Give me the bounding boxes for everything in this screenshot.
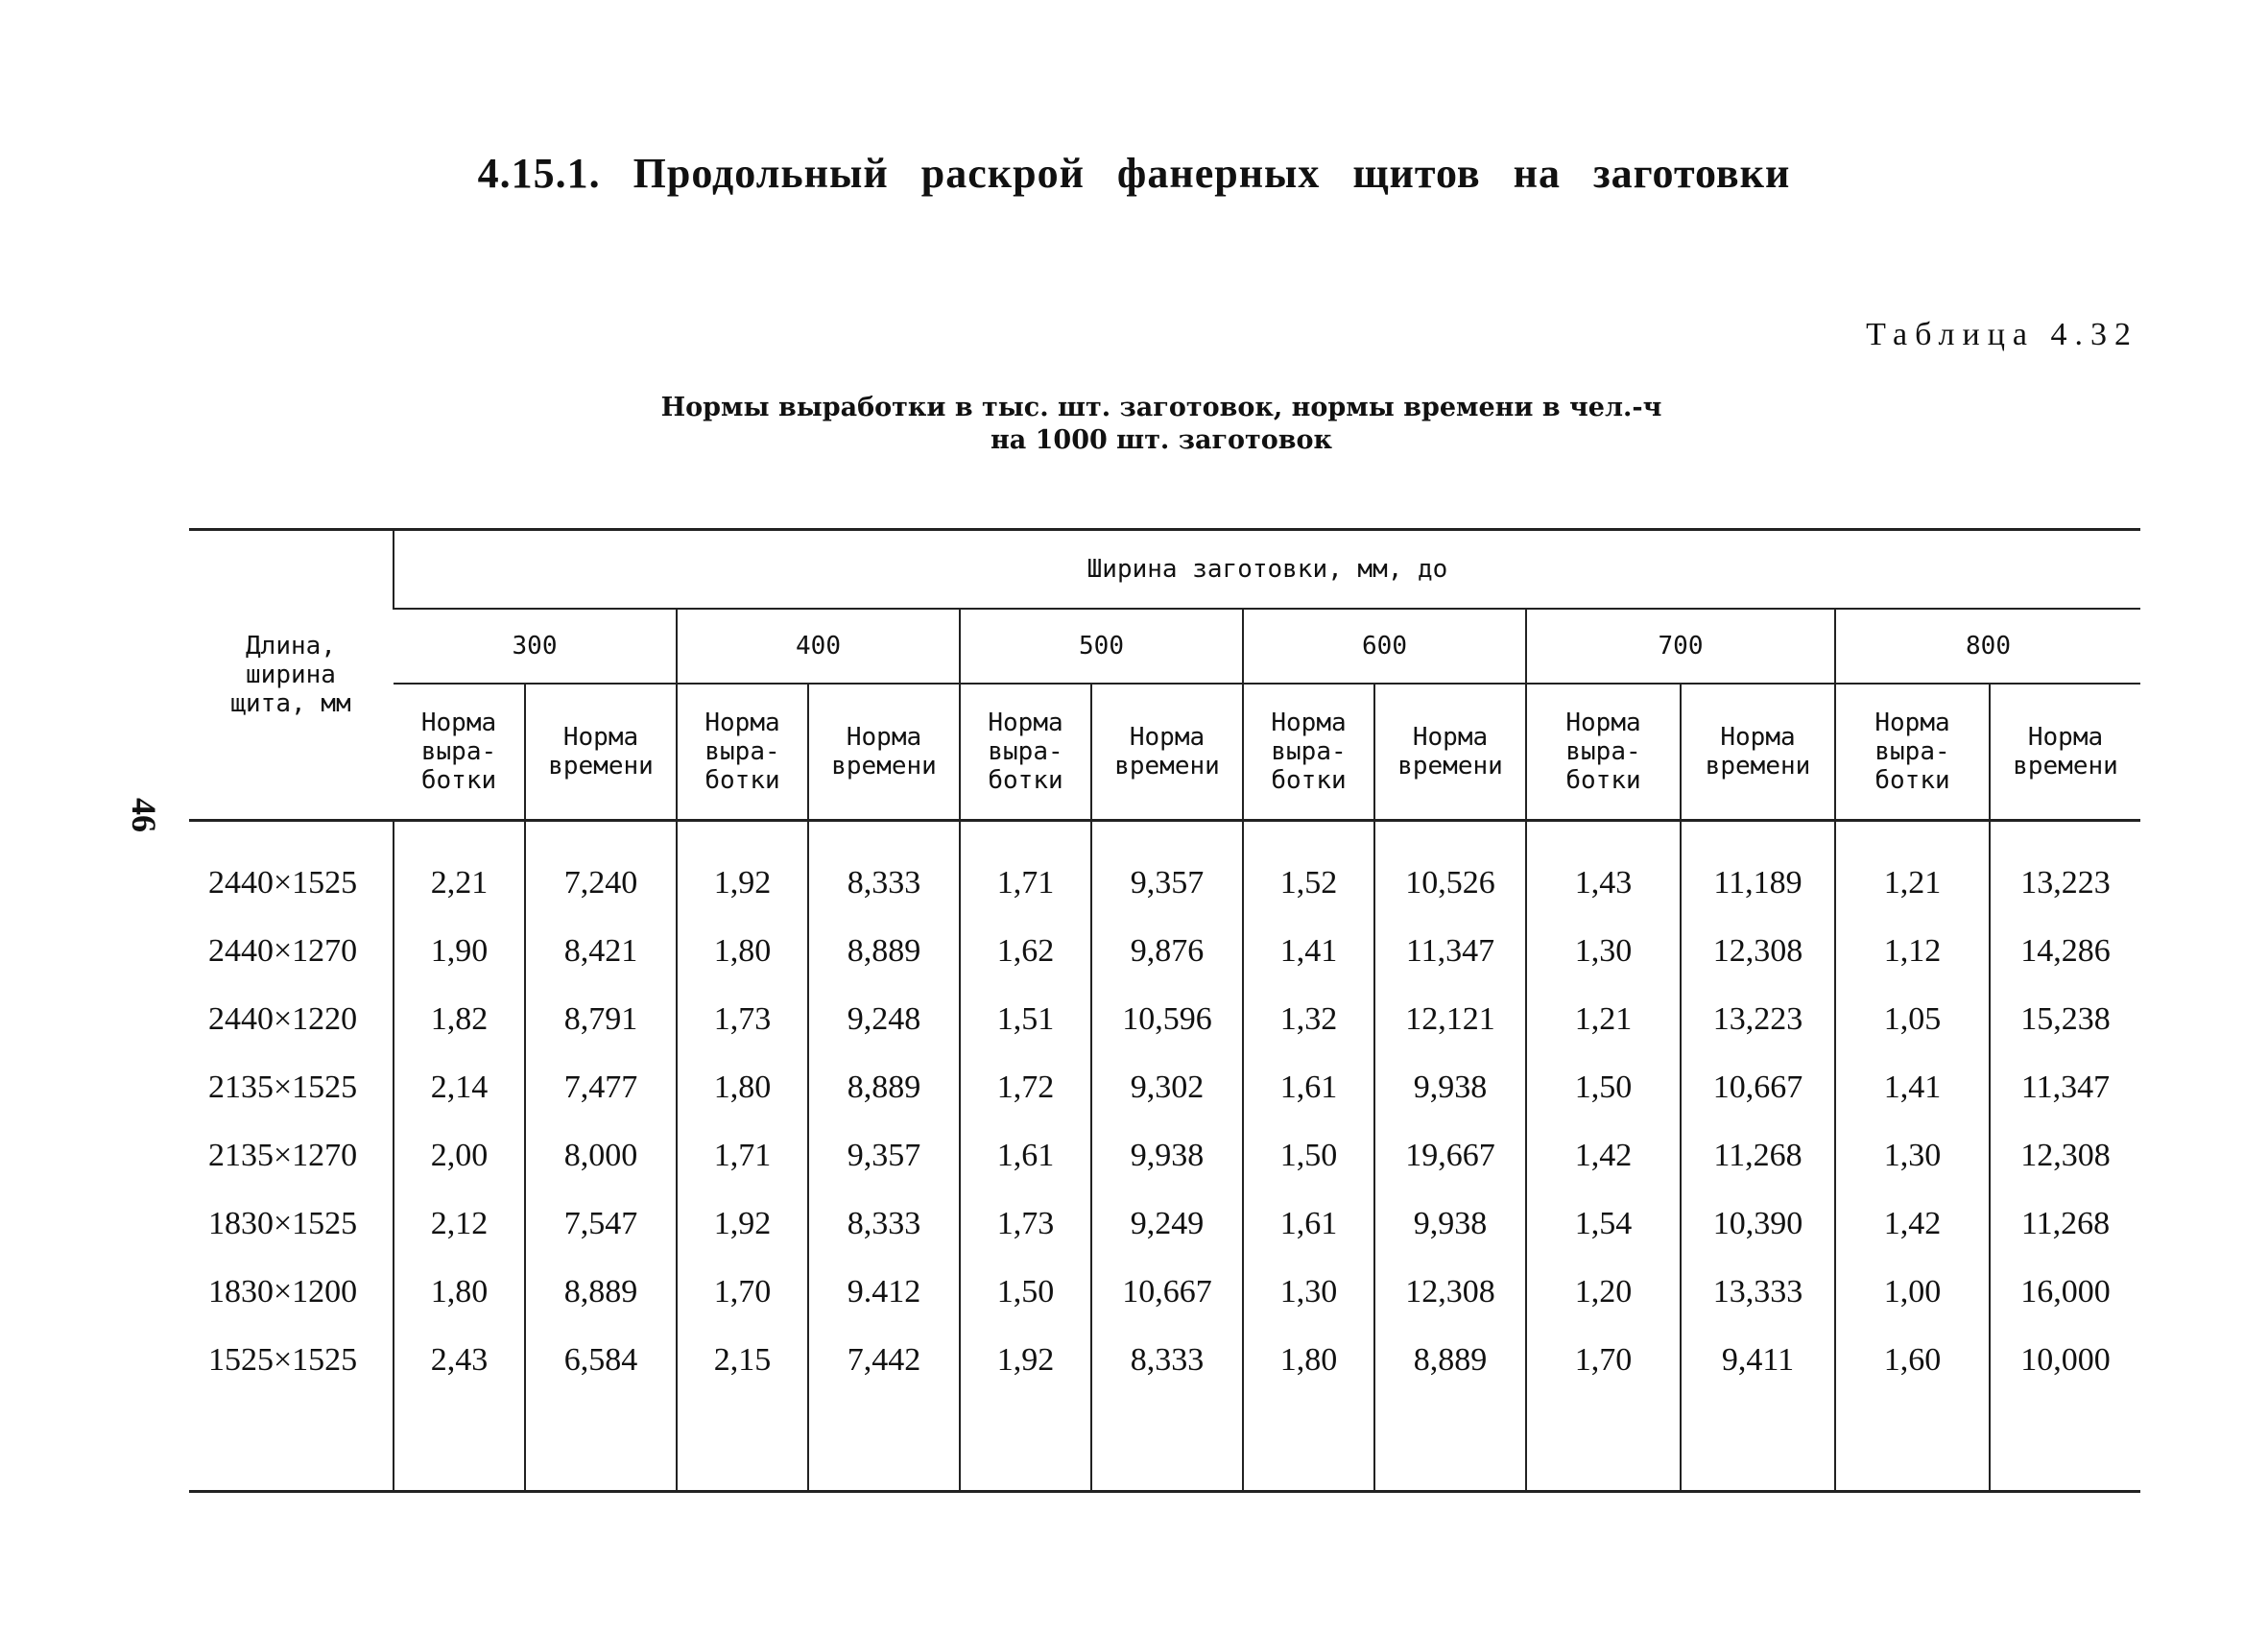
time-norm-cell: 9,876 [1091, 917, 1243, 985]
output-norm-cell: 1,41 [1243, 917, 1374, 985]
output-norm-cell: 2,43 [394, 1326, 525, 1394]
time-norm-cell: 9,302 [1091, 1053, 1243, 1121]
stub-header: Длина, ширина щита, мм [189, 530, 394, 821]
panel-size-cell: 1830×1200 [208, 1273, 358, 1310]
panel-size-cell: 2440×1525 [208, 864, 358, 901]
output-norm-cell: 1,92 [677, 821, 808, 918]
empty-cell [394, 1394, 525, 1492]
time-norm-cell: 12,308 [1374, 1258, 1526, 1326]
output-norm-cell: 1,50 [960, 1258, 1091, 1326]
time-norm-cell: 6,584 [525, 1326, 677, 1394]
time-norm-cell: 8,333 [808, 1189, 960, 1258]
output-norm-cell: 1,73 [677, 985, 808, 1053]
time-norm-cell: 13,223 [1990, 821, 2140, 918]
empty-cell [1835, 1394, 1990, 1492]
empty-cell [1681, 1394, 1835, 1492]
table-row [189, 1053, 2140, 1121]
empty-cell [189, 1394, 394, 1492]
output-norm-cell: 1,50 [1526, 1053, 1681, 1121]
output-norm-cell: 1,71 [677, 1121, 808, 1189]
output-norm-cell: 1,54 [1526, 1189, 1681, 1258]
output-norm-cell: 1,12 [1835, 917, 1990, 985]
sub-header-output: Норма выра- ботки [677, 684, 808, 821]
width-header-600: 600 [1243, 609, 1526, 684]
output-norm-cell: 1,21 [1526, 985, 1681, 1053]
time-norm-cell: 11,268 [1681, 1121, 1835, 1189]
time-norm-cell: 9,357 [1091, 821, 1243, 918]
time-norm-cell: 9,249 [1091, 1189, 1243, 1258]
time-norm-cell: 9,248 [808, 985, 960, 1053]
output-norm-cell: 2,21 [394, 821, 525, 918]
page-number: 46 [125, 798, 163, 832]
time-norm-cell: 9,357 [808, 1121, 960, 1189]
table-row [189, 821, 2140, 918]
width-header-400: 400 [677, 609, 960, 684]
table-number: Таблица 4.32 [1866, 317, 2138, 352]
sub-header-time: Норма времени [1374, 684, 1526, 821]
panel-size-cell: 2440×1220 [208, 1000, 358, 1037]
output-norm-cell: 1,42 [1835, 1189, 1990, 1258]
time-norm-cell: 8,421 [525, 917, 677, 985]
output-norm-cell: 1,30 [1835, 1121, 1990, 1189]
output-norm-cell: 1,30 [1526, 917, 1681, 985]
time-norm-cell: 10,000 [1990, 1326, 2140, 1394]
time-norm-cell: 14,286 [1990, 917, 2140, 985]
output-norm-cell: 1,00 [1835, 1258, 1990, 1326]
width-header-800: 800 [1835, 609, 2140, 684]
time-norm-cell: 19,667 [1374, 1121, 1526, 1189]
table-row [189, 985, 2140, 1053]
empty-cell [677, 1394, 808, 1492]
output-norm-cell: 1,41 [1835, 1053, 1990, 1121]
time-norm-cell: 11,347 [1990, 1053, 2140, 1121]
table-row [189, 1326, 2140, 1394]
width-header-500: 500 [960, 609, 1243, 684]
time-norm-cell: 12,308 [1681, 917, 1835, 985]
output-norm-cell: 1,92 [960, 1326, 1091, 1394]
time-norm-cell: 8,333 [1091, 1326, 1243, 1394]
output-norm-cell: 1,20 [1526, 1258, 1681, 1326]
output-norm-cell: 1,70 [677, 1258, 808, 1326]
time-norm-cell: 8,333 [808, 821, 960, 918]
output-norm-cell: 1,72 [960, 1053, 1091, 1121]
section-title: 4.15.1. Продольный раскрой фанерных щитов на заготовки [477, 150, 1791, 197]
output-norm-cell: 2,14 [394, 1053, 525, 1121]
time-norm-cell: 7,442 [808, 1326, 960, 1394]
empty-cell [1243, 1394, 1374, 1492]
time-norm-cell: 8,791 [525, 985, 677, 1053]
output-norm-cell: 1,60 [1835, 1326, 1990, 1394]
table-row [189, 1121, 2140, 1189]
output-norm-cell: 1,80 [394, 1258, 525, 1326]
output-norm-cell: 1,61 [1243, 1189, 1374, 1258]
time-norm-cell: 15,238 [1990, 985, 2140, 1053]
panel-size-cell: 2440×1270 [208, 932, 358, 969]
time-norm-cell: 9,938 [1091, 1121, 1243, 1189]
output-norm-cell: 1,61 [1243, 1053, 1374, 1121]
time-norm-cell: 16,000 [1990, 1258, 2140, 1326]
sub-header-output: Норма выра- ботки [1526, 684, 1681, 821]
empty-cell [525, 1394, 677, 1492]
time-norm-cell: 13,223 [1681, 985, 1835, 1053]
output-norm-cell: 2,15 [677, 1326, 808, 1394]
output-norm-cell: 1,32 [1243, 985, 1374, 1053]
time-norm-cell: 10,596 [1091, 985, 1243, 1053]
empty-cell [1526, 1394, 1681, 1492]
table-bottom-spacer [189, 1394, 2140, 1492]
table-caption: Нормы выработки в тыс. шт. заготовок, нормы времени в чел.-ч на 1000 шт. заготовок [660, 393, 1662, 455]
output-norm-cell: 1,80 [677, 1053, 808, 1121]
output-norm-cell: 1,92 [677, 1189, 808, 1258]
sub-header-time: Норма времени [1091, 684, 1243, 821]
output-norm-cell: 1,05 [1835, 985, 1990, 1053]
output-norm-cell: 2,12 [394, 1189, 525, 1258]
output-norm-cell: 1,21 [1835, 821, 1990, 918]
panel-size-cell: 1525×1525 [208, 1341, 358, 1378]
sub-header-output: Норма выра- ботки [1243, 684, 1374, 821]
sub-header-time: Норма времени [525, 684, 677, 821]
time-norm-cell: 9,411 [1681, 1326, 1835, 1394]
output-norm-cell: 1,90 [394, 917, 525, 985]
output-norm-cell: 1,50 [1243, 1121, 1374, 1189]
empty-cell [1374, 1394, 1526, 1492]
output-norm-cell: 1,42 [1526, 1121, 1681, 1189]
time-norm-cell: 9,938 [1374, 1053, 1526, 1121]
width-header: Ширина заготовки, мм, до [394, 530, 2140, 610]
panel-size-cell: 2135×1270 [208, 1137, 358, 1173]
width-header-300: 300 [394, 609, 677, 684]
sub-header-time: Норма времени [1681, 684, 1835, 821]
table-body [189, 821, 2140, 1492]
output-norm-cell: 1,80 [1243, 1326, 1374, 1394]
sub-header-output: Норма выра- ботки [1835, 684, 1990, 821]
output-norm-cell: 1,61 [960, 1121, 1091, 1189]
output-norm-cell: 1,62 [960, 917, 1091, 985]
panel-size-cell: 2135×1525 [208, 1069, 358, 1105]
time-norm-cell: 8,889 [525, 1258, 677, 1326]
output-norm-cell: 2,00 [394, 1121, 525, 1189]
sub-header-time: Норма времени [1990, 684, 2140, 821]
time-norm-cell: 13,333 [1681, 1258, 1835, 1326]
time-norm-cell: 7,477 [525, 1053, 677, 1121]
time-norm-cell: 8,889 [1374, 1326, 1526, 1394]
time-norm-cell: 12,121 [1374, 985, 1526, 1053]
table-row [189, 1189, 2140, 1258]
time-norm-cell: 8,889 [808, 917, 960, 985]
output-norm-cell: 1,82 [394, 985, 525, 1053]
output-norm-cell: 1,43 [1526, 821, 1681, 918]
time-norm-cell: 10,667 [1091, 1258, 1243, 1326]
norms-table [189, 528, 2140, 1493]
time-norm-cell: 7,547 [525, 1189, 677, 1258]
output-norm-cell: 1,51 [960, 985, 1091, 1053]
time-norm-cell: 9.412 [808, 1258, 960, 1326]
output-norm-cell: 1,73 [960, 1189, 1091, 1258]
width-header-row [189, 609, 2140, 684]
table-row [189, 1258, 2140, 1326]
time-norm-cell: 12,308 [1990, 1121, 2140, 1189]
output-norm-cell: 1,30 [1243, 1258, 1374, 1326]
output-norm-cell: 1,71 [960, 821, 1091, 918]
time-norm-cell: 10,390 [1681, 1189, 1835, 1258]
time-norm-cell: 10,667 [1681, 1053, 1835, 1121]
output-norm-cell: 1,52 [1243, 821, 1374, 918]
table-row [189, 917, 2140, 985]
sub-header-time: Норма времени [808, 684, 960, 821]
time-norm-cell: 11,347 [1374, 917, 1526, 985]
empty-cell [1091, 1394, 1243, 1492]
time-norm-cell: 11,268 [1990, 1189, 2140, 1258]
width-header-700: 700 [1526, 609, 1835, 684]
sub-header-row [189, 684, 2140, 821]
output-norm-cell: 1,80 [677, 917, 808, 985]
empty-cell [808, 1394, 960, 1492]
sub-header-output: Норма выра- ботки [960, 684, 1091, 821]
time-norm-cell: 11,189 [1681, 821, 1835, 918]
time-norm-cell: 10,526 [1374, 821, 1526, 918]
time-norm-cell: 8,889 [808, 1053, 960, 1121]
output-norm-cell: 1,70 [1526, 1326, 1681, 1394]
empty-cell [1990, 1394, 2140, 1492]
sub-header-output: Норма выра- ботки [394, 684, 525, 821]
time-norm-cell: 8,000 [525, 1121, 677, 1189]
time-norm-cell: 9,938 [1374, 1189, 1526, 1258]
empty-cell [960, 1394, 1091, 1492]
panel-size-cell: 1830×1525 [208, 1205, 358, 1241]
time-norm-cell: 7,240 [525, 821, 677, 918]
